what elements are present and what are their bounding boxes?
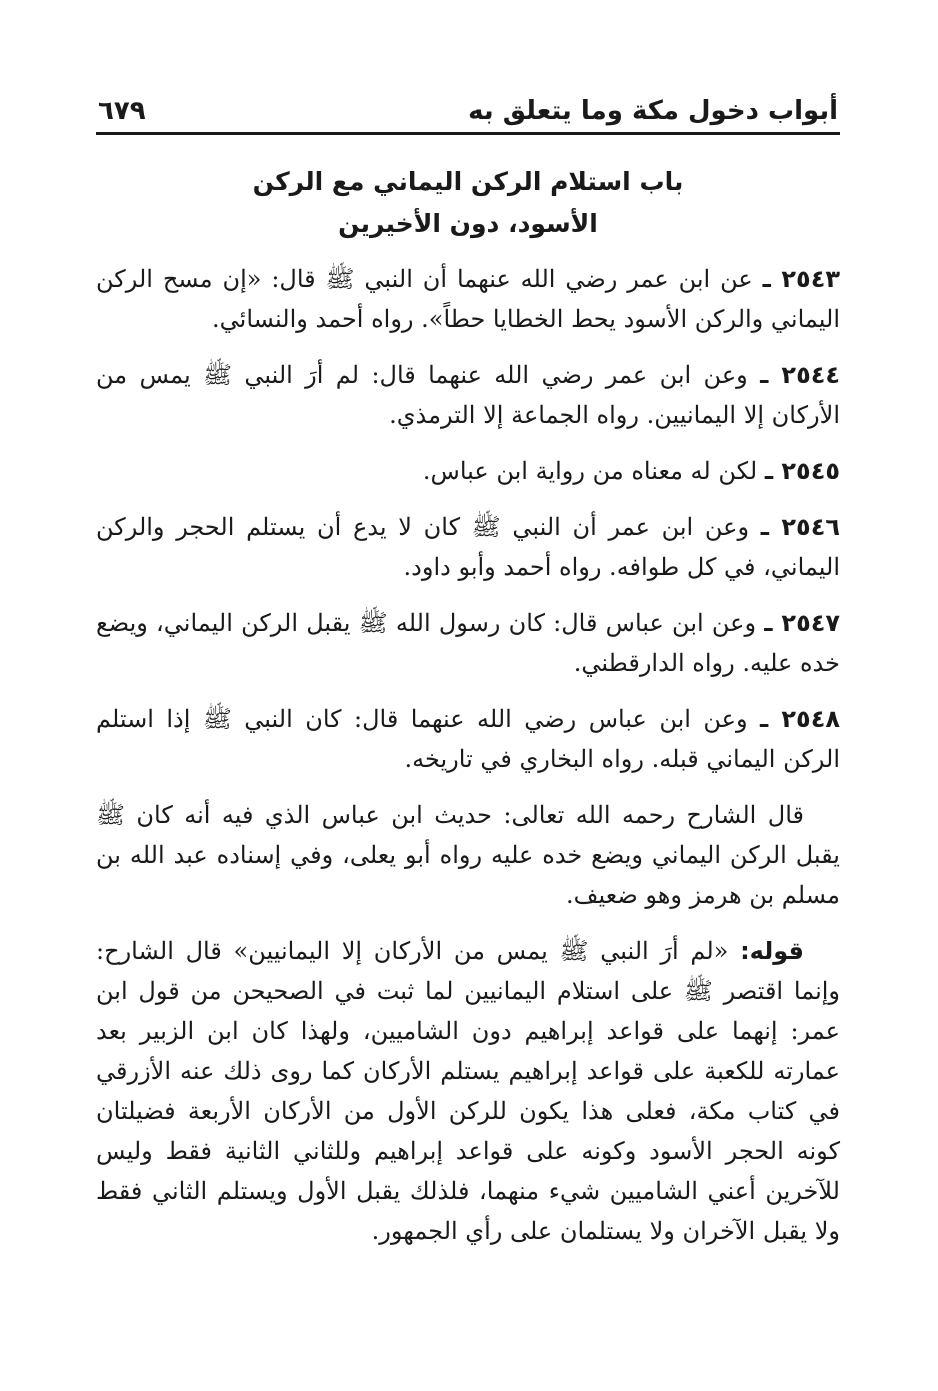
- hadith-2545: [96, 451, 840, 491]
- hadith-text: وعن ابن عباس رضي الله عنهما قال: كان النبي ﷺ إذا استلم الركن اليماني قبله. رواه البخاري في تاريخه.: [96, 705, 840, 773]
- commentary-lead: قوله:: [740, 937, 804, 965]
- commentary-text: «لم أرَ النبي ﷺ يمس من الأركان إلا اليمانيين» قال الشارح: وإنما اقتصر ﷺ على استلام اليمانيين لما ثبت في الصحيحن من قول ابن عمر: إنهما على قواعد إبراهيم دون الشاميين، ولهذا كان ابن الزبير بعد عمارته للكعبة على قواعد إبراهيم يستلم الأركان كما روى ذلك عنه الأزرقي في كتاب مكة، فعلى هذا يكون للركن الأول من الأركان الأربعة فضيلتان كونه الحجر الأسود وكونه على قواعد إبراهيم وللثاني الثانية فقط وليس للآخرين أعني الشاميين شيء منهما، فلذلك يقبل الأول ويستلم الثاني فقط ولا يقبل الآخران ولا يستلمان على رأي الجمهور.: [96, 937, 840, 1245]
- hadith-number: ٢٥٤٥ ـ: [764, 457, 840, 485]
- hadith-number: ٢٥٤٤ ـ: [760, 361, 841, 389]
- hadith-number: ٢٥٤٦ ـ: [760, 513, 840, 541]
- commentary-body: [96, 931, 840, 1251]
- hadith-number: ٢٥٤٧ ـ: [764, 609, 841, 637]
- hadith-number: ٢٥٤٨ ـ: [760, 705, 840, 733]
- hadith-2543: [96, 259, 840, 339]
- chapter-title-line-2: الأسود، دون الأخيرين: [338, 209, 598, 238]
- hadith-text: لكن له معناه من رواية ابن عباس.: [422, 457, 758, 485]
- hadith-2548: [96, 699, 840, 779]
- page-number: ٦٧٩: [98, 96, 146, 126]
- running-header-title: أبواب دخول مكة وما يتعلق به: [468, 96, 838, 126]
- hadith-text: وعن ابن عمر رضي الله عنهما قال: لم أرَ النبي ﷺ يمس من الأركان إلا اليمانيين. رواه الجماعة إلا الترمذي.: [96, 361, 840, 429]
- commentary-intro: قال الشارح رحمه الله تعالى: حديث ابن عباس الذي فيه أنه كان ﷺ يقبل الركن اليماني ويضع خده عليه رواه أبو يعلى، وفي إسناده عبد الله بن مسلم بن هرمز وهو ضعيف.: [96, 801, 840, 909]
- hadith-2547: [96, 603, 840, 683]
- book-page: [96, 70, 840, 1267]
- chapter-title-line-1: باب استلام الركن اليماني مع الركن: [252, 167, 684, 196]
- hadith-text: وعن ابن عباس قال: كان رسول الله ﷺ يقبل الركن اليماني، ويضع خده عليه. رواه الدارقطني.: [96, 609, 840, 677]
- chapter-title: [96, 161, 840, 245]
- running-header: [96, 70, 840, 135]
- hadith-2546: [96, 507, 840, 587]
- hadith-2544: [96, 355, 840, 435]
- hadith-number: ٢٥٤٣ ـ: [762, 265, 840, 293]
- hadith-text: عن ابن عمر رضي الله عنهما أن النبي ﷺ قال: «إن مسح الركن اليماني والركن الأسود يحط الخطايا حطاً». رواه أحمد والنسائي.: [96, 265, 840, 333]
- hadith-text: وعن ابن عمر أن النبي ﷺ كان لا يدع أن يستلم الحجر والركن اليماني، في كل طوافه. رواه أحمد وأبو داود.: [96, 513, 840, 581]
